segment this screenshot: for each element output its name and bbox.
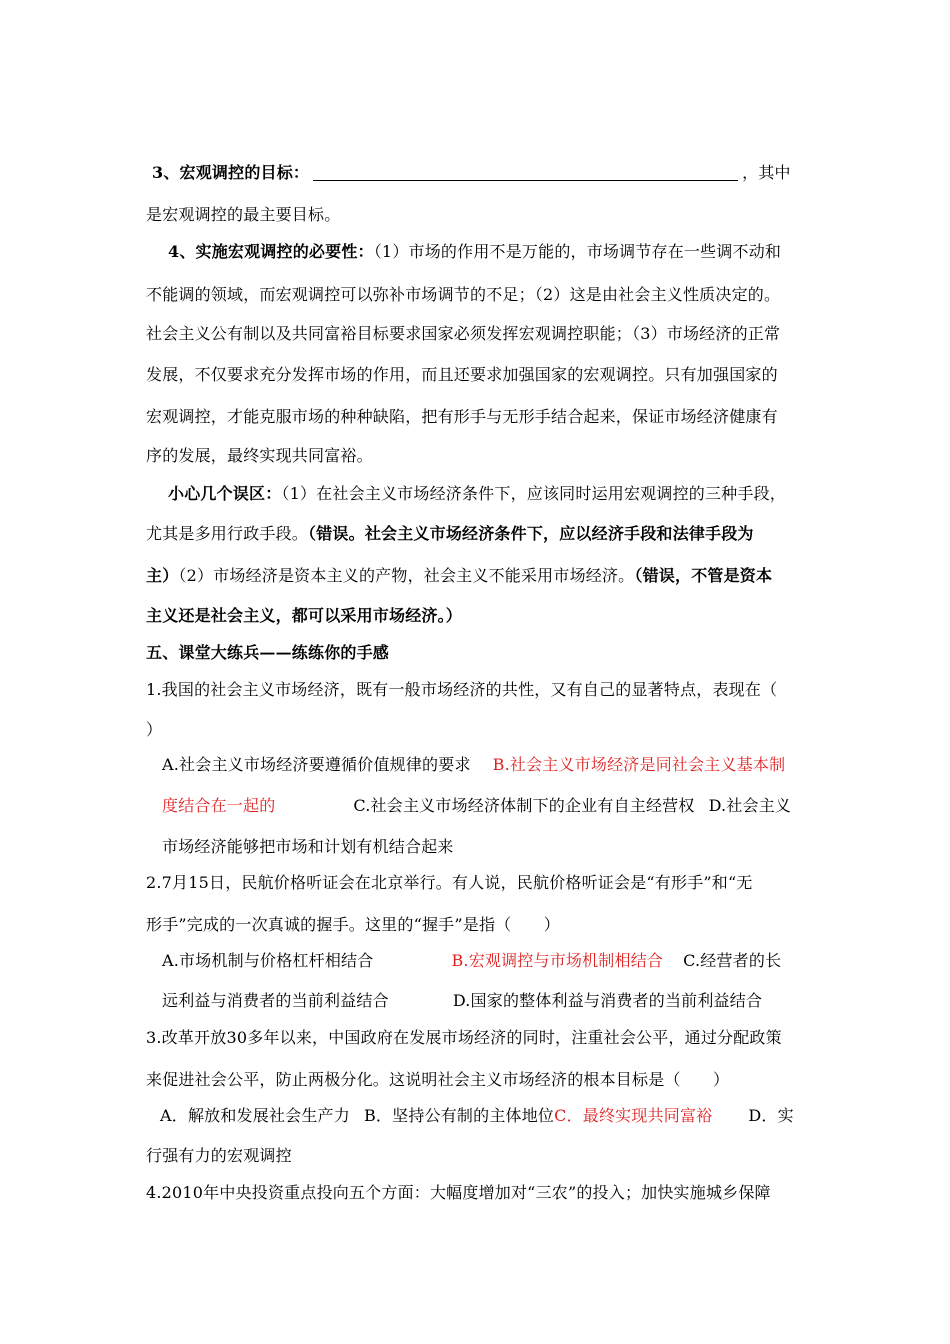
- q2-option-c-cont: 远利益与消费者的当前利益结合: [162, 991, 389, 1010]
- section-3-line-2: 是宏观调控的最主要目标。: [146, 205, 341, 224]
- section-3-tail: ，其中: [742, 163, 791, 182]
- caution-line-3: [146, 565, 772, 587]
- caution-correction-2: （错误，不管是资本: [634, 566, 773, 585]
- q2-option-c: C.经营者的长: [683, 951, 782, 970]
- section-4-line-6: 序的发展，最终实现共同富裕。: [146, 446, 373, 465]
- q1-option-d: D.社会主义: [708, 796, 792, 815]
- q1-option-c: C.社会主义市场经济体制下的企业有自主经营权: [353, 796, 695, 815]
- q2-options-line-1: [162, 950, 781, 972]
- q1-stem-line-1: 1.我国的社会主义市场经济，既有一般市场经济的共性，又有自己的显著特点，表现在（: [146, 680, 778, 699]
- fill-in-blank: [313, 164, 738, 181]
- q3-option-c-answer: C．最终实现共同富裕: [554, 1106, 713, 1125]
- q3-option-d: D．实: [748, 1106, 794, 1125]
- q3-options-line-1: [160, 1105, 794, 1127]
- caution-text-2: 尤其是多用行政手段。: [146, 524, 309, 543]
- q1-options-line-3: 市场经济能够把市场和计划有机结合起来: [162, 837, 454, 856]
- q4-stem-line-1: 4.2010年中央投资重点投向五个方面：大幅度增加对“三农”的投入；加快实施城乡保障: [146, 1183, 771, 1202]
- section-4-text: （1）市场的作用不是万能的，市场调节存在一些调不动和: [373, 242, 782, 261]
- caution-text-1: （1）在社会主义市场经济条件下，应该同时运用宏观调控的三种手段，: [281, 484, 786, 503]
- q3-options-line-2: 行强有力的宏观调控: [146, 1146, 292, 1165]
- q2-stem-line-2: 形手”完成的一次真诚的握手。这里的“握手”是指（ ）: [146, 915, 560, 934]
- caution-text-3: （2）市场经济是资本主义的产物，社会主义不能采用市场经济。: [178, 566, 635, 585]
- section-3-line-1: [152, 162, 791, 184]
- q3-stem-line-2: 来促进社会公平，防止两极分化。这说明社会主义市场经济的根本目标是（ ）: [146, 1070, 730, 1089]
- caution-correction-1-end: 主）: [146, 566, 179, 585]
- caution-label: 小心几个误区：: [168, 484, 282, 503]
- section-4-line-3: 社会主义公有制以及共同富裕目标要求国家必须发挥宏观调控职能；（3）市场经济的正常: [146, 324, 781, 343]
- section-4-line-4: 发展，不仅要求充分发挥市场的作用，而且还要求加强国家的宏观调控。只有加强国家的: [146, 365, 778, 384]
- caution-correction-1: （错误。社会主义市场经济条件下，应以经济手段和法律手段为: [308, 524, 754, 543]
- q2-options-line-2: [162, 990, 762, 1012]
- q1-stem-line-2: ）: [146, 720, 163, 739]
- caution-line-4: 主义还是社会主义，都可以采用市场经济。）: [146, 606, 463, 625]
- q3-stem-line-1: 3.改革开放30多年以来，中国政府在发展市场经济的同时，注重社会公平，通过分配政策: [146, 1028, 782, 1047]
- section-5-heading: 五、课堂大练兵——练练你的手感: [146, 643, 390, 662]
- q2-option-d: D.国家的整体利益与消费者的当前利益结合: [452, 991, 763, 1010]
- q3-option-b: B．坚持公有制的主体地位: [363, 1106, 555, 1125]
- q1-options-line-2: [162, 795, 791, 817]
- section-3-label: 3、宏观调控的目标：: [152, 163, 310, 182]
- caution-line-2: [146, 523, 754, 545]
- q1-option-b-answer: B.社会主义市场经济是同社会主义基本制: [492, 755, 786, 774]
- section-4-label: 4、实施宏观调控的必要性：: [168, 242, 374, 261]
- q2-stem-line-1: 2.7月15日，民航价格听证会在北京举行。有人说，民航价格听证会是“有形手”和“无: [146, 873, 753, 892]
- q2-option-b-answer: B.宏观调控与市场机制相结合: [451, 951, 664, 970]
- section-4-line-1: [168, 241, 781, 263]
- caution-line-1: [168, 483, 786, 505]
- q1-option-a: A.社会主义市场经济要遵循价值规律的要求: [162, 755, 471, 774]
- section-4-line-2: 不能调的领域，而宏观调控可以弥补市场调节的不足；（2）这是由社会主义性质决定的。: [146, 285, 781, 304]
- q2-option-a: A.市场机制与价格杠杆相结合: [162, 951, 374, 970]
- q1-option-b-answer-cont: 度结合在一起的: [162, 796, 276, 815]
- section-4-line-5: 宏观调控，才能克服市场的种种缺陷，把有形手与无形手结合起来，保证市场经济健康有: [146, 407, 778, 426]
- q3-option-a: A．解放和发展社会生产力: [160, 1106, 350, 1125]
- q1-options-line-1: [162, 754, 785, 776]
